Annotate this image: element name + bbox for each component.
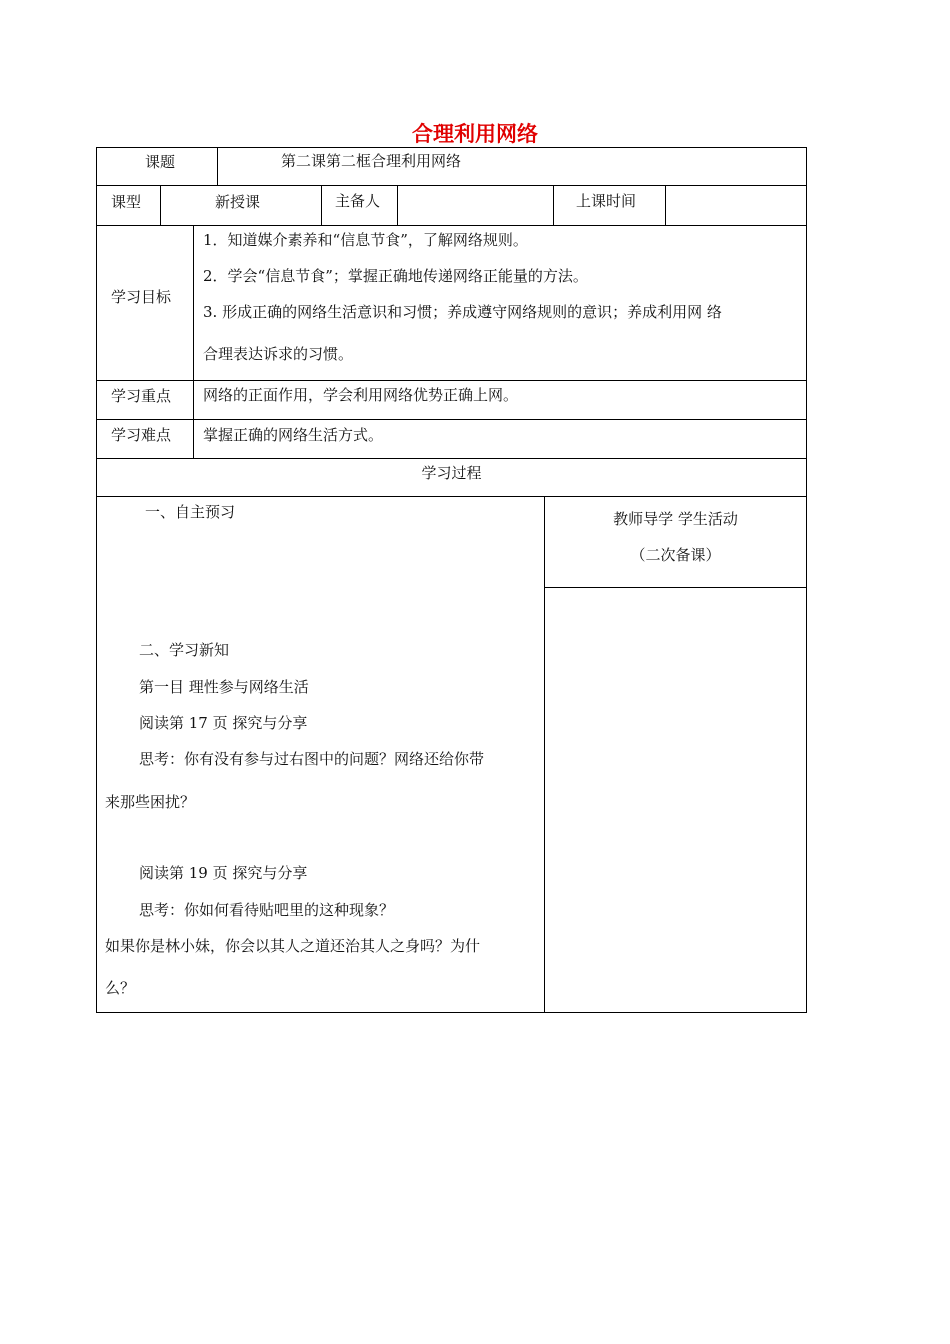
process-right-header: 教师导学 学生活动 [613,510,738,528]
topic-label: 课题 [145,153,176,171]
process-line: 第一目 理性参与网络生活 [139,678,309,696]
objectives-label: 学习目标 [111,288,172,306]
objective-item: 1．知道媒介素养和“信息节食”，了解网络规则。 [203,231,528,249]
difficulties-value: 掌握正确的网络生活方式。 [203,426,384,444]
time-label: 上课时间 [576,192,637,210]
time-value-cell [665,185,807,226]
type-label: 课型 [111,193,142,211]
preparer-value-cell [397,185,554,226]
key-points-label: 学习重点 [111,387,172,405]
process-line: 阅读第 19 页 探究与分享 [139,864,308,882]
process-line: 思考：你有没有参与过右图中的问题？网络还给你带 [139,750,485,768]
process-line: 来那些困扰？ [105,793,196,811]
document-title: 合理利用网络 [412,122,538,146]
topic-value: 第二课第二框合理利用网络 [281,152,462,170]
process-line: 二、学习新知 [139,641,230,659]
process-line: 思考：你如何看待贴吧里的这种现象？ [139,901,395,919]
objective-item: 合理表达诉求的习惯。 [203,345,354,363]
process-right-body-cell [544,587,807,1013]
difficulties-label: 学习难点 [111,426,172,444]
process-right-subheader: （二次备课） [630,546,721,564]
preparer-label: 主备人 [335,192,381,210]
process-line: 如果你是林小妹，你会以其人之道还治其人之身吗？为什 [105,937,481,955]
process-label: 学习过程 [421,464,482,482]
process-line: 一、自主预习 [145,503,236,521]
process-line: 阅读第 17 页 探究与分享 [139,714,308,732]
process-line: 么？ [105,979,136,997]
objective-item: 3. 形成正确的网络生活意识和习惯；养成遵守网络规则的意识；养成利用网 络 [203,303,722,321]
objective-item: 2．学会“信息节食”；掌握正确地传递网络正能量的方法。 [203,267,588,285]
key-points-value: 网络的正面作用，学会利用网络优势正确上网。 [203,386,519,404]
type-value: 新授课 [215,193,261,211]
